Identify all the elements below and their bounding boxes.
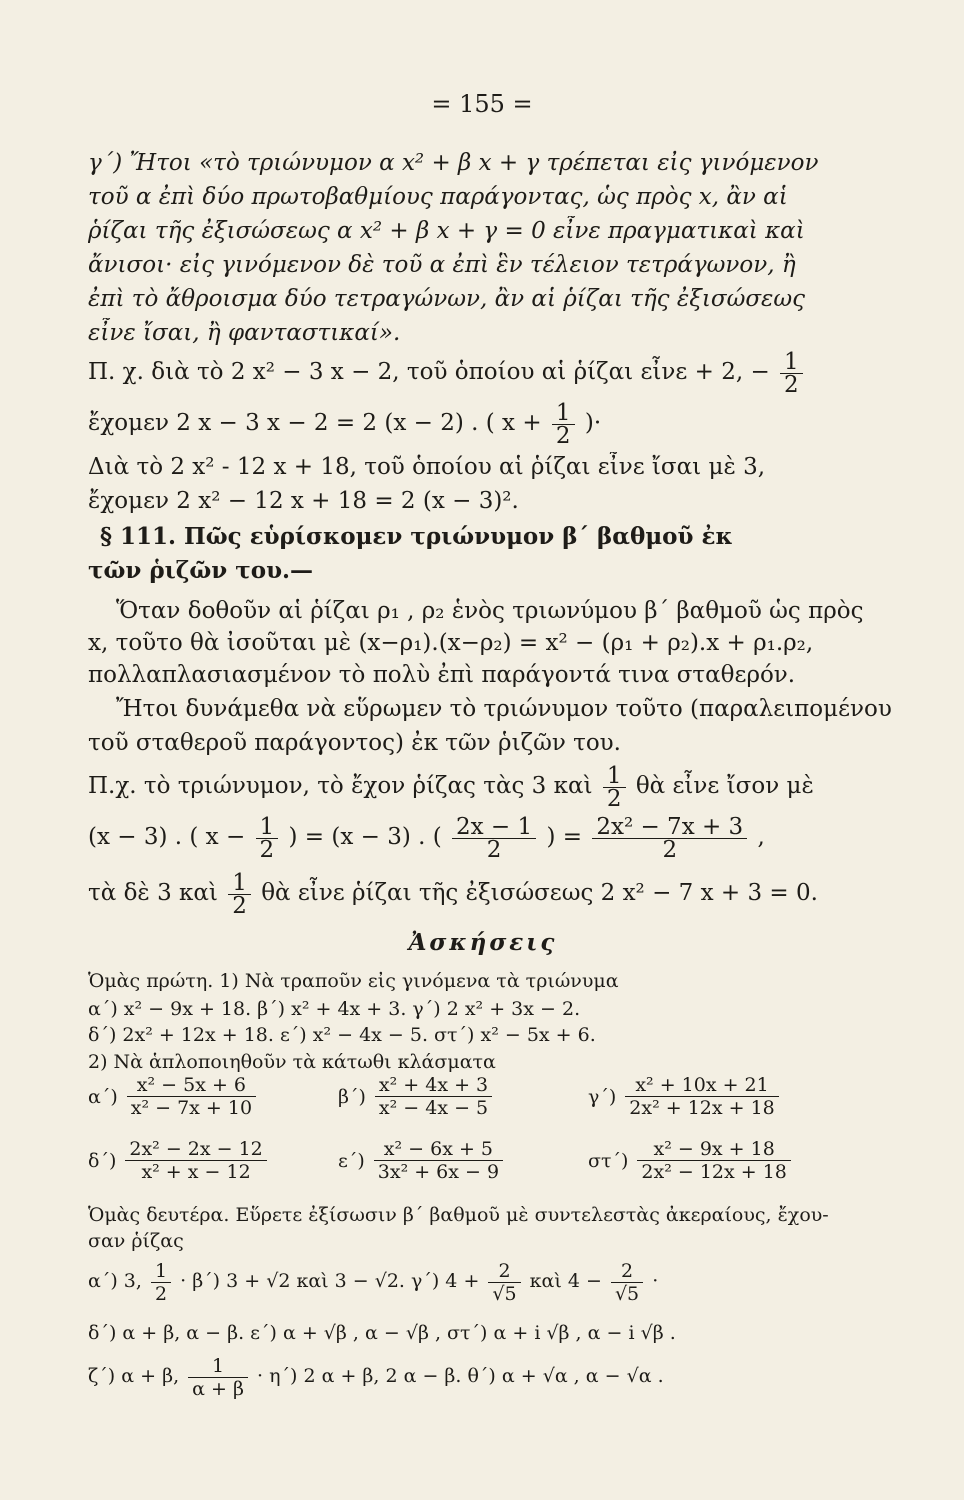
section-text: θὰ εἶνε ἴσον μὲ — [635, 773, 814, 799]
equation-text: ) = (x − 3) . ( — [288, 824, 442, 850]
section-text: Π.χ. τὸ τριώνυμον, τὸ ἔχον ῥίζας τὰς 3 καὶ — [88, 773, 593, 799]
fraction: $\frac{2x - 1}{2}$ — [452, 816, 536, 861]
fraction: $\frac{1}{2}$ — [151, 1260, 171, 1305]
fraction: $\frac{\text{x² + 4x + 3}}{\text{x² − 4x − 5}}$ — [375, 1074, 492, 1119]
section-line — [88, 762, 878, 810]
section-line: πολλαπλασιασμένον τὸ πολὺ ἐπὶ παράγοντά τινα σταθερόν. — [88, 662, 796, 688]
exercise-line: α΄) x² − 9x + 18. β΄) x² + 4x + 3. γ΄) 2 x² + 3x − 2. — [88, 998, 581, 1020]
section-line: x, τοῦτο θὰ ἰσοῦται μὲ (x−ρ₁).(x−ρ₂) = x² − (ρ₁ + ρ₂).x + ρ₁.ρ₂, — [88, 630, 814, 656]
exercise-label: γ΄) — [588, 1085, 617, 1108]
example-line: Διὰ τὸ 2 x² - 12 x + 18, τοῦ ὁποίου αἱ ῥίζαι εἶνε ἴσαι μὲ 3, — [88, 454, 766, 480]
exercises-title: Ἀσκήσεις — [408, 929, 558, 956]
fraction: $\frac{1}{2}$ — [603, 765, 626, 810]
fraction: $\frac{1}{\alpha + \beta}$ — [188, 1355, 248, 1400]
section-line: Ὅταν δοθοῦν αἱ ῥίζαι ρ₁ , ρ₂ ἑνὸς τριωνύμου β΄ βαθμοῦ ὡς πρὸς — [116, 598, 864, 624]
para-line: εἶνε ἴσαι, ἢ φανταστικαί». — [88, 320, 401, 346]
fraction: $\frac{\text{x² + 10x + 21}}{\text{2x² + 12x + 18}}$ — [625, 1074, 779, 1119]
roots-text: · — [652, 1270, 659, 1292]
exercise-label: β΄) — [338, 1085, 366, 1108]
fraction: $\frac{1}{2}$ — [780, 351, 803, 396]
roots-text: ζ΄) α + β, — [88, 1365, 180, 1387]
page-number: = 155 = — [431, 90, 533, 118]
para-line: ῥίζαι τῆς ἐξισώσεως α x² + β x + γ = 0 εἶνε πραγματικαὶ καὶ — [88, 218, 805, 244]
equation-text: , — [757, 824, 765, 850]
roots-text: · β΄) 3 + √2 καὶ 3 − √2. γ΄) 4 + — [180, 1270, 480, 1292]
equation-line — [88, 812, 878, 862]
equation-text: τὰ δὲ 3 καὶ — [88, 880, 218, 906]
para-line: ἄνισοι· εἰς γινόμενον δὲ τοῦ α ἐπὶ ἓν τέλειον τετράγωνον, ἢ — [88, 252, 796, 278]
equation-text: θὰ εἶνε ῥίζαι τῆς ἐξισώσεως 2 x² − 7 x + 3 = 0. — [261, 880, 818, 906]
para-line: γ΄) Ἤτοι «τὸ τριώνυμον α x² + β x + γ τρέπεται εἰς γινόμενον — [88, 150, 819, 176]
exercise-label: στ΄) — [588, 1149, 629, 1172]
example-text: )· — [584, 410, 602, 436]
fraction: $\frac{\text{2x² − 7x + 3}}{2}$ — [592, 816, 747, 861]
roots-line — [88, 1348, 878, 1404]
section-line: Ἤτοι δυνάμεθα νὰ εὕρωμεν τὸ τριώνυμον τοῦτο (παραλειπομένου — [116, 696, 892, 722]
equation-text: (x − 3) . ( x − — [88, 824, 246, 850]
para-line: τοῦ α ἐπὶ δύο πρωτοβαθμίους παράγοντας, ὡς πρὸς x, ἂν αἱ — [88, 184, 788, 210]
exercise-line: 2) Νὰ ἁπλοποιηθοῦν τὰ κάτωθι κλάσματα — [88, 1051, 496, 1073]
fraction: $\frac{1}{2}$ — [552, 402, 575, 447]
exercise-label: α΄) — [88, 1085, 118, 1108]
fraction: $\frac{\text{2x² − 2x − 12}}{\text{x² + x − 12}}$ — [125, 1138, 266, 1183]
exercise-group-2: Ὁμὰς δευτέρα. Εὕρετε ἐξίσωσιν β΄ βαθμοῦ μὲ συντελεστὰς ἀκεραίους, ἔχου- — [88, 1204, 829, 1226]
roots-text: · η΄) 2 α + β, 2 α − β. θ΄) α + √α , α − √α . — [257, 1365, 664, 1387]
section-heading: § 111. Πῶς εὑρίσκομεν τριώνυμον β΄ βαθμοῦ ἐκ — [100, 523, 733, 550]
fraction: $\frac{2}{√5}$ — [488, 1260, 520, 1305]
exercise-group-1: Ὁμὰς πρώτη. 1) Νὰ τραποῦν εἰς γινόμενα τὰ τριώνυμα — [88, 970, 619, 992]
fraction: $\frac{\text{x² − 9x + 18}}{\text{2x² − 12x + 18}}$ — [637, 1138, 791, 1183]
exercise-line: δ΄) 2x² + 12x + 18. ε΄) x² − 4x − 5. στ΄) x² − 5x + 6. — [88, 1024, 596, 1046]
roots-line — [88, 1252, 878, 1310]
fraction: $\frac{\text{x² − 5x + 6}}{\text{x² − 7x + 10}}$ — [127, 1074, 256, 1119]
roots-text: α΄) 3, — [88, 1270, 142, 1292]
fraction-row — [88, 1138, 878, 1190]
example-text: ἔχομεν 2 x − 3 x − 2 = 2 (x − 2) . ( x + — [88, 410, 542, 436]
example-text: Π. χ. διὰ τὸ 2 x² − 3 x − 2, τοῦ ὁποίου αἱ ῥίζαι εἶνε + 2, − — [88, 359, 770, 385]
section-line: τοῦ σταθεροῦ παράγοντος) ἐκ τῶν ῥιζῶν του. — [88, 730, 621, 756]
exercise-label: δ΄) — [88, 1149, 117, 1172]
roots-text: καὶ 4 − — [529, 1270, 602, 1292]
equation-text: ) = — [546, 824, 583, 850]
example-line — [88, 348, 878, 396]
equation-line — [88, 868, 878, 918]
fraction: $\frac{1}{2}$ — [228, 872, 251, 917]
fraction: $\frac{1}{2}$ — [256, 816, 279, 861]
fraction: $\frac{\text{x² − 6x + 5}}{\text{3x² + 6x − 9}}$ — [374, 1138, 503, 1183]
example-line — [88, 398, 878, 448]
exercise-line: σαν ῥίζας — [88, 1230, 184, 1252]
roots-line: δ΄) α + β, α − β. ε΄) α + √β , α − √β , στ΄) α + i √β , α − i √β . — [88, 1322, 676, 1344]
section-heading-cont: τῶν ῥιζῶν του.— — [88, 557, 314, 584]
para-line: ἐπὶ τὸ ἄθροισμα δύο τετραγώνων, ἂν αἱ ῥίζαι τῆς ἐξισώσεως — [88, 286, 806, 312]
fraction-row — [88, 1074, 878, 1126]
exercise-label: ε΄) — [338, 1149, 365, 1172]
example-line: ἔχομεν 2 x² − 12 x + 18 = 2 (x − 3)². — [88, 488, 519, 514]
fraction: $\frac{2}{√5}$ — [611, 1260, 643, 1305]
